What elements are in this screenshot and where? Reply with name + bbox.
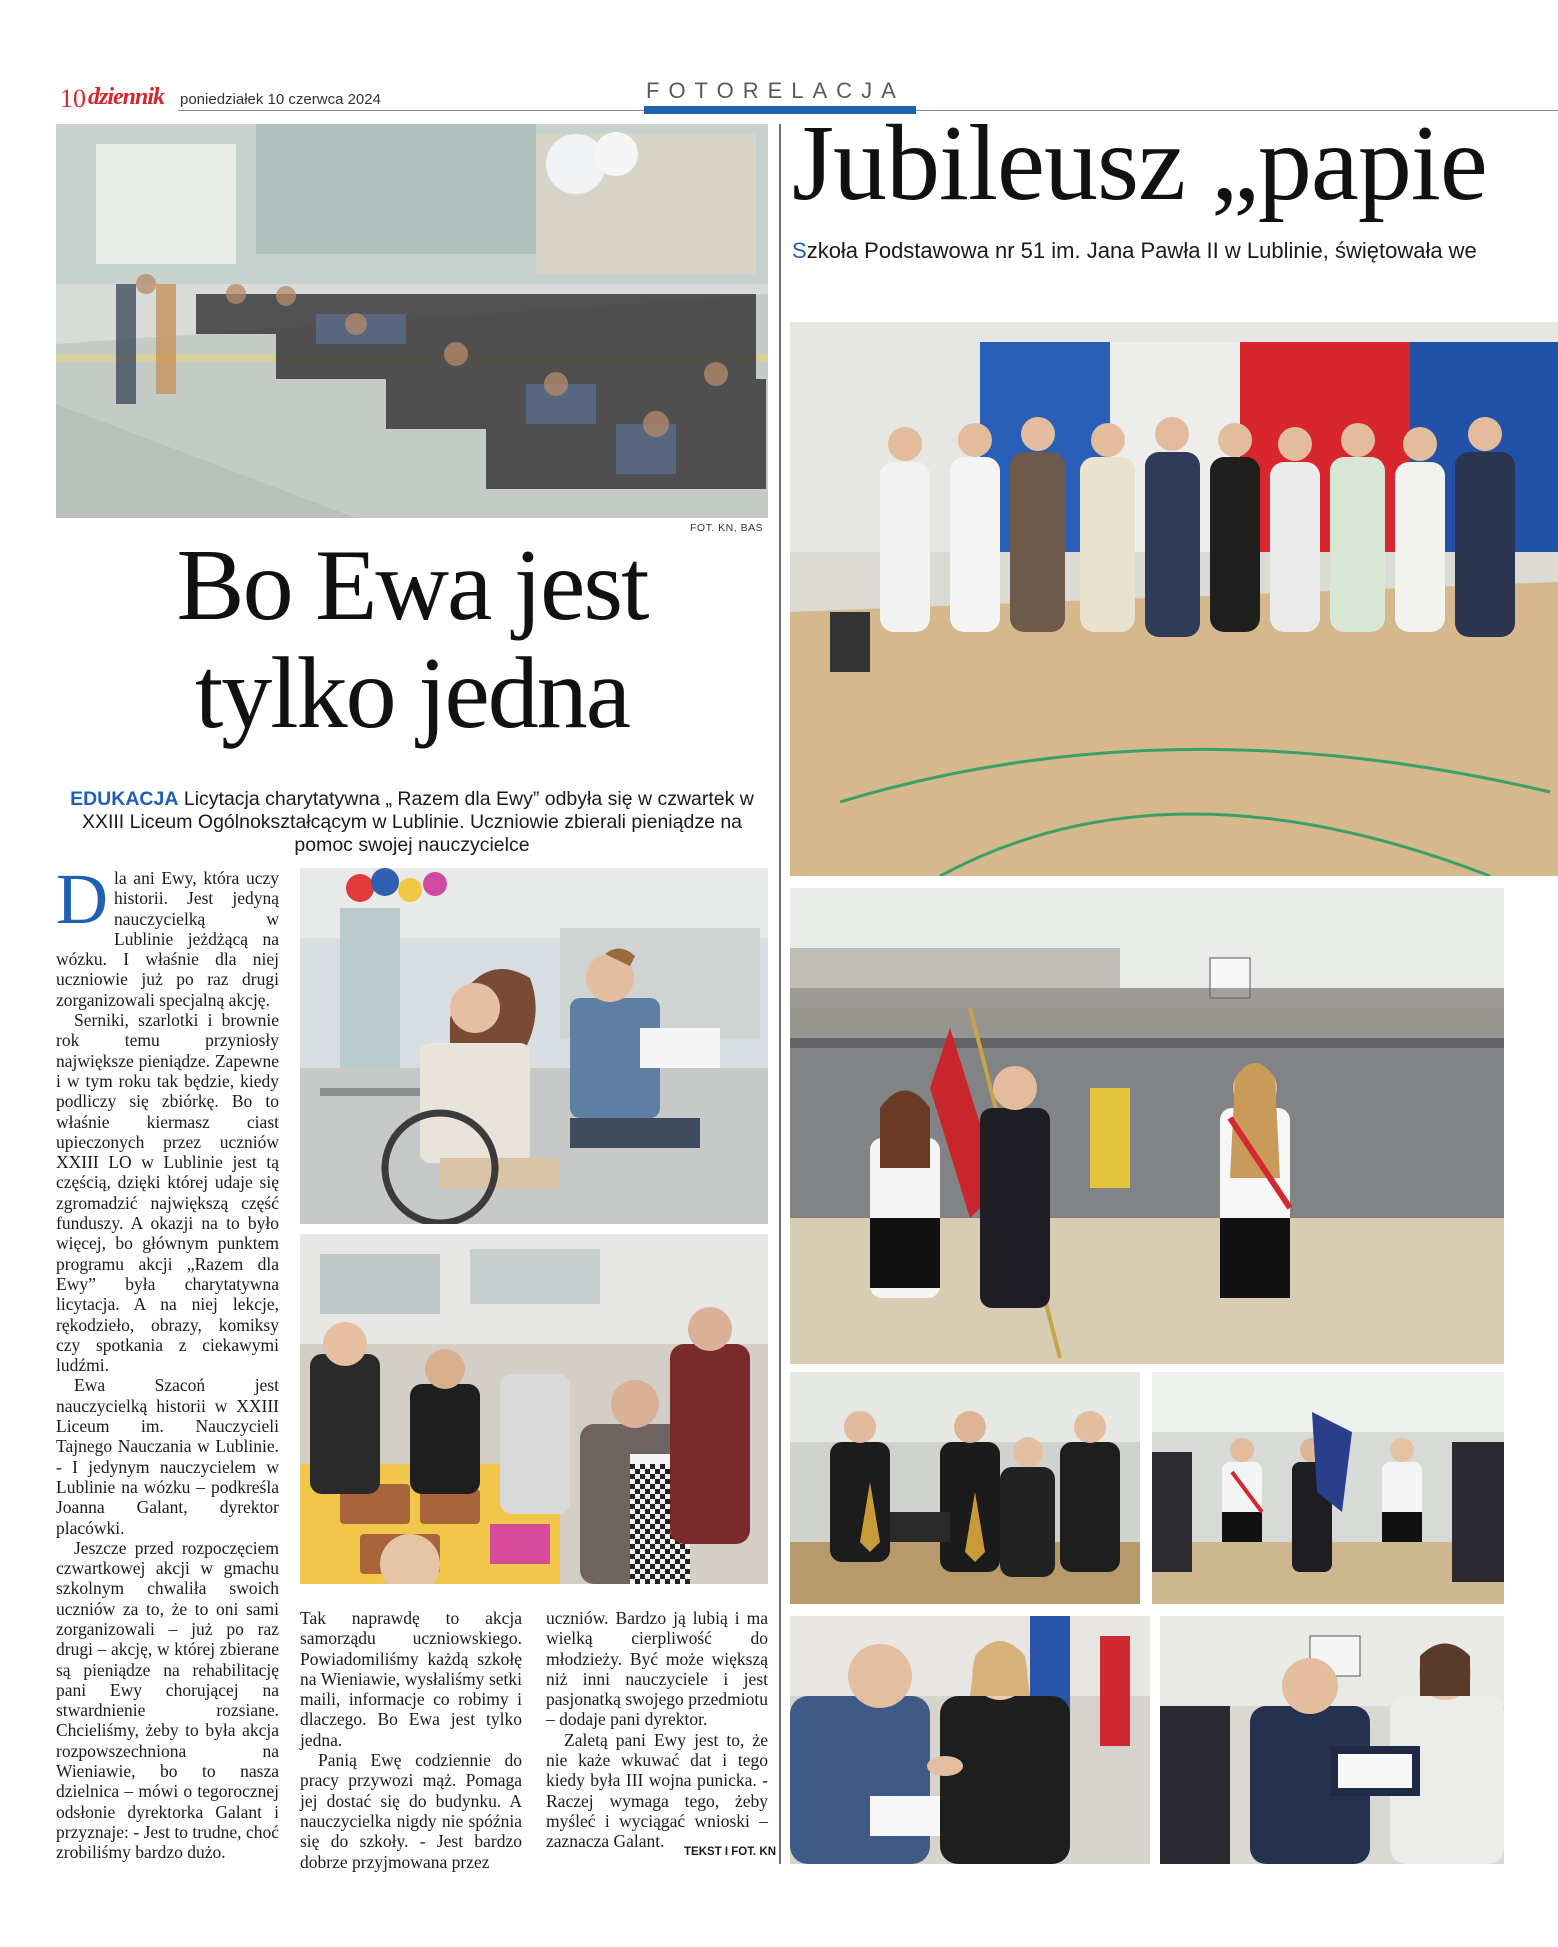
article-column-3: [546, 1608, 768, 1852]
certificate-photo: [1160, 1616, 1504, 1864]
page-number: 10: [60, 84, 86, 113]
page-header: [0, 0, 1558, 115]
bake-sale-photo: [300, 1234, 768, 1584]
dropcap: D: [56, 859, 108, 939]
subtitle-text: zkoła Podstawowa nr 51 im. Jana Pawła II w Lublinie, świętowała we: [806, 238, 1477, 263]
school-band-photo: [790, 1372, 1140, 1604]
handshake-photo: [790, 1616, 1150, 1864]
lead-category: EDUKACJA: [70, 788, 179, 810]
column1-paragraph-3: Ewa Szacoń jest nauczycielką historii w XXIII Liceum im. Nauczycieli Tajnego Nauczania w Lublinie. - I jedynym nauczycielem w Lublinie na wózku – podkreśla Joanna Galant, dyrektor placówki.: [56, 1375, 279, 1538]
column2-paragraph-1: Tak naprawdę to akcja samorządu uczniowskiego. Powiadomiliśmy każdą szkołę na Wieniawie, wysłaliśmy setki maili, informacje co robimy i dlaczego. Bo Ewa jest tylko jedna.: [300, 1608, 522, 1750]
headline-line-1: Bo Ewa jest: [176, 529, 648, 642]
column3-paragraph-1: uczniów. Bardzo ją lubią i ma wielką cierpliwość do młodzieży. Być może większą niż inni nauczyciele i jest pasjonatką swojego przedmiotu – dodaje pani dyrektor.: [546, 1608, 768, 1730]
procession-photo: [1152, 1372, 1504, 1604]
text-photo-signature: TEKST I FOT. KN: [684, 1846, 776, 1858]
section-name: FOTORELACJA: [646, 78, 905, 103]
column1-paragraph-2: Serniki, szarlotki i brownie rok temu przyniosły największe pieniądze. Zapewne i w tym roku tak będzie, kiedy podliczy się zbiórkę. Bo to właśnie kiermasz ciast upieczonych przez uczniów XXIII LO w Lublinie jest tą częścią, dzięki której udaje się zgromadzić największą część funduszy. A okazji na to było więcej, bo głównym punktem programu akcji „Razem dla Ewy” była charytatywna licytacja. A na niej lekcje, rękodzieło, obrazy, komiksy czy spotkania z ciekawymi ludźmi.: [56, 1010, 279, 1376]
teacher-wheelchair-photo: [300, 868, 768, 1224]
flag-bearers-photo: [790, 888, 1504, 1364]
column1-paragraph-1: la ani Ewy, która uczy historii. Jest jedyną nauczycielką w Lublinie jeżdżącą na wózku. I właśnie dla niej uczniowie już po raz drugi zorganizowali specjalną akcję.: [56, 868, 279, 1010]
article-column-1: [56, 859, 279, 1863]
column2-paragraph-2: Panią Ewę codziennie do pracy przywozi mąż. Pomaga jej dostać się do budynku. A nauczycielka nigdy nie spóźnia się do szkoły. - Jest bardzo dobrze przyjmowana przez: [300, 1750, 522, 1872]
right-subtitle: [792, 238, 1558, 264]
article-column-2: [300, 1608, 522, 1872]
article-lead: [56, 788, 768, 857]
column-divider: [779, 124, 781, 1864]
top-photo-credit: FOT. KN, BAS: [690, 522, 764, 534]
lead-text: Licytacja charytatywna „ Razem dla Ewy” odbyła się w czwartek w XXIII Liceum Ogólnokształcącym w Lublinie. Uczniowie zbierali pieniądze na pomoc swojej nauczycielce: [81, 788, 754, 856]
right-headline: Jubileusz „papie: [792, 104, 1487, 223]
newspaper-logo: dziennik: [88, 84, 165, 110]
headline-line-2: tylko jedna: [194, 637, 630, 750]
column1-paragraph-4: Jeszcze przed rozpoczęciem czwartkowej akcji w gmachu szkolnym chwaliła swoich uczniów za to, że to oni sami zorganizowali – już po raz drugi – akcję, w której zbierane są pieniądze na rehabilitację pani Ewy chorującej na stwardnienie rozsiane. Chcieliśmy, żeby to była akcja rozpowszechniona na Wieniawie, bo to nasza dzielnica – mówi o tegorocznej odsłonie dyrektorka Galant i przyznaje: - Jest to trudne, choć zrobiliśmy bardzo dużo.: [56, 1537, 279, 1863]
ceremony-group-photo: [790, 322, 1558, 876]
subtitle-initial: S: [792, 238, 807, 263]
column3-paragraph-2: Zaletą pani Ewy jest to, że nie każe wkuwać dat i tego kiedy była III wojna punicka. - Raczej wymaga tego, żeby myśleć i wyciągać wnioski – zaznacza Galant.: [546, 1729, 768, 1852]
article-headline: [56, 529, 768, 750]
issue-date: poniedziałek 10 czerwca 2024: [180, 91, 381, 108]
hall-audience-photo: [56, 124, 768, 518]
